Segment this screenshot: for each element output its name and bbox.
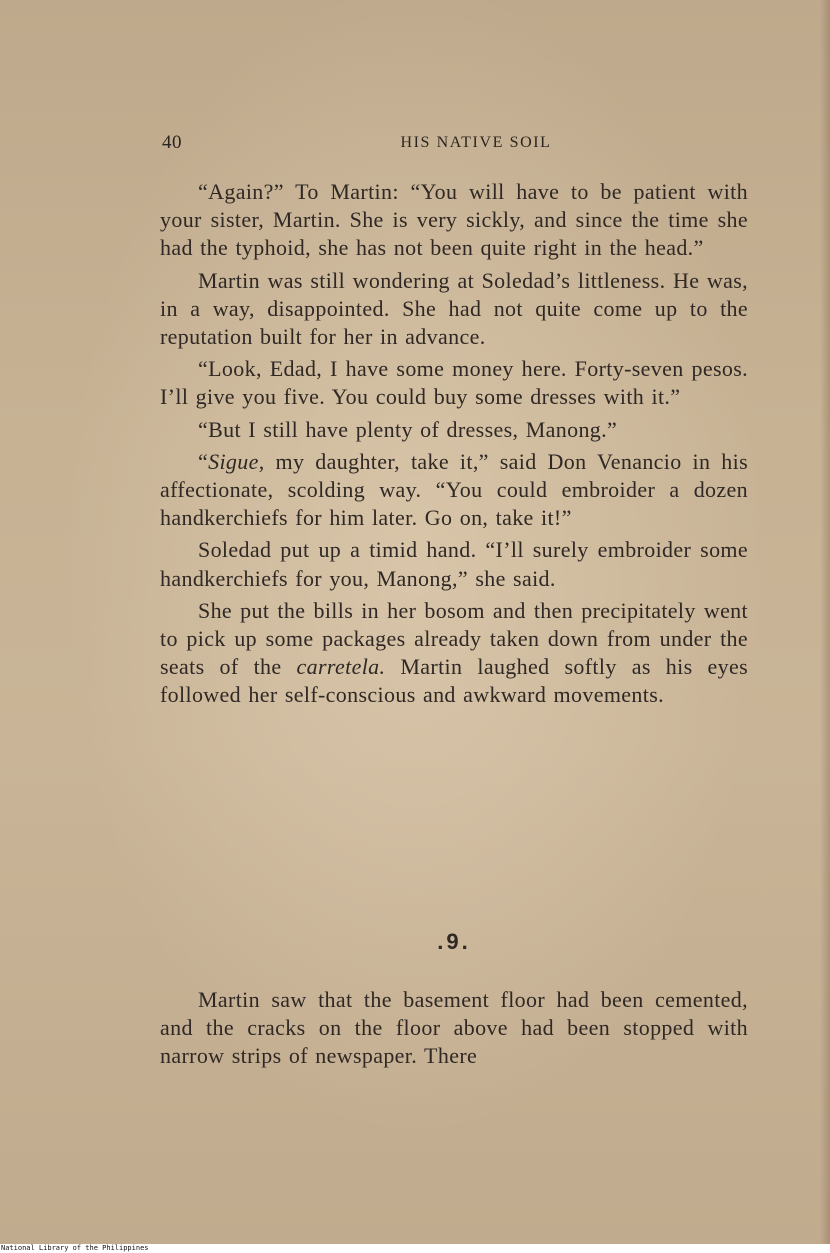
paragraph (160, 448, 748, 533)
paragraph (160, 597, 748, 710)
paragraph: Martin saw that the basement floor had been cemented, and the cracks on the floor above had been stopped with narrow strips of newspaper. There (160, 987, 748, 1069)
footer-credit: National Library of the Philippines (1, 1244, 149, 1252)
paragraph: Soledad put up a timid hand. “I’ll surely embroider some handkerchiefs for you, Manong,” she said. (160, 537, 748, 591)
paragraph-text: my daughter, take it,” said Don Venancio in his affectionate, scolding way. “You could embroider a dozen handkerchiefs for him later. Go on, take it!” (160, 448, 748, 531)
paragraph-lead: “ (198, 448, 209, 474)
paragraph: “Look, Edad, I have some money here. Forty-seven pesos. I’ll give you five. You could buy some dresses with it.” (160, 356, 748, 410)
running-head (162, 132, 750, 158)
body-text-bottom (160, 986, 748, 1075)
body-text-top (160, 178, 748, 714)
paragraph: “But I still have plenty of dresses, Manong.” (198, 416, 618, 442)
paragraph: Martin was still wondering at Soledad’s littleness. He was, in a way, disappointed. She had not quite come up to the reputation built for her in advance. (160, 267, 748, 350)
italic-term: carretela. (296, 654, 386, 680)
paragraph: “Again?” To Martin: “You will have to be patient with your sister, Martin. She is very sickly, and since the time she had the typhoid, she has not been quite right in the head.” (160, 179, 748, 261)
paragraph-text: Martin laughed softly as his eyes followed her self-conscious and awkward movements. (160, 654, 748, 708)
italic-term: Sigue, (208, 448, 265, 474)
section-number: .9. (437, 929, 471, 954)
paragraph-text: She put the bills in her bosom and then precipitately went to pick up some packages already taken down from under the seats of the (160, 597, 748, 680)
footer-strip (0, 1244, 830, 1253)
book-title: HIS NATIVE SOIL (400, 134, 552, 151)
page-number: 40 (162, 132, 182, 153)
